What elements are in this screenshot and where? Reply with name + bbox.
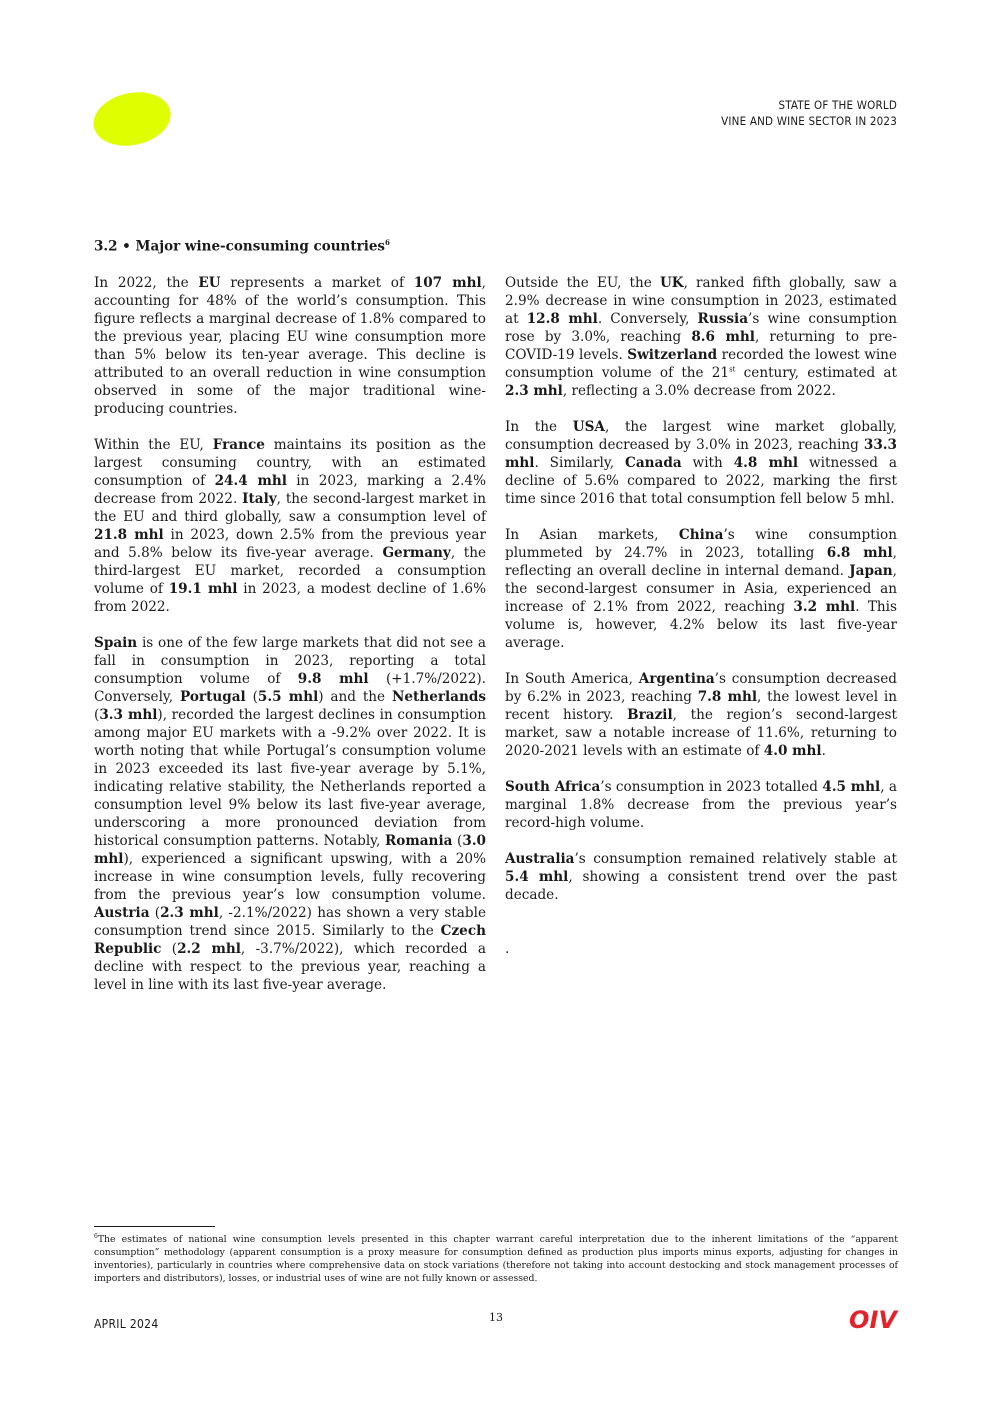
bold-term: 5.4 mhl bbox=[505, 869, 569, 885]
bold-term: Switzerland bbox=[627, 347, 718, 363]
bold-term: 24.4 mhl bbox=[214, 473, 287, 489]
bold-term: China bbox=[678, 527, 724, 543]
paragraph: In 2022, the EU represents a market of 107 mhl, accounting for 48% of the world’s consumption. This figure reflects a marginal decrease of 1.8% compared to the previous year, placing EU wine consumption more than 5% below its ten-year average. This decline is attributed to an overall reduction in wine consumption observed in some of the major traditional wine-producing countries. bbox=[94, 275, 486, 417]
bold-term: EU bbox=[198, 275, 221, 291]
left-column bbox=[94, 274, 486, 1012]
bold-term: 2.2 mhl bbox=[177, 941, 241, 957]
bold-term: Romania bbox=[385, 833, 453, 849]
bold-term: Argentina bbox=[638, 671, 715, 687]
footnote bbox=[94, 1233, 898, 1285]
oiv-logo bbox=[846, 1305, 900, 1333]
bold-term: Austria bbox=[94, 905, 150, 921]
bold-term: 3.2 mhl bbox=[793, 599, 856, 615]
bold-term: 2.3 mhl bbox=[160, 905, 219, 921]
section-title bbox=[94, 238, 390, 255]
decorative-blob-shape bbox=[88, 85, 175, 152]
bold-term: Spain bbox=[94, 635, 138, 651]
paragraph: South Africa’s consumption in 2023 totalled 4.5 mhl, a marginal 1.8% decrease from the previous year’s record-high volume. bbox=[505, 779, 898, 831]
bold-term: France bbox=[212, 437, 265, 453]
footnote-divider bbox=[94, 1226, 215, 1227]
header-line-2: VINE AND WINE SECTOR IN 2023 bbox=[721, 114, 897, 128]
bold-term: 2.3 mhl bbox=[505, 383, 563, 399]
paragraph: . bbox=[505, 941, 510, 957]
document-header bbox=[721, 97, 897, 129]
bold-term: 8.6 mhl bbox=[691, 329, 755, 345]
bold-term: UK bbox=[659, 275, 684, 291]
paragraph: Australia’s consumption remained relatively stable at 5.4 mhl, showing a consistent trend over the past decade. bbox=[505, 851, 897, 903]
footnote-text: The estimates of national wine consumption levels presented in this chapter warrant careful interpretation due to the inherent limitations of the “apparent consumption” methodology (apparent consumption is a proxy measure for consumption defined as production plus imports minus exports, adjusting for changes in inventories), particularly in countries where comprehensive data on stock variations (therefore not taking into account destocking and stock management processes of importers and distributors), losses, or industrial uses of wine are not fully known or assessed. bbox=[94, 1234, 898, 1284]
bold-term: 9.8 mhl bbox=[297, 671, 369, 687]
bold-term: Brazil bbox=[627, 707, 673, 723]
bold-term: 21.8 mhl bbox=[94, 527, 164, 543]
header-line-1: STATE OF THE WORLD bbox=[778, 98, 897, 112]
oiv-logo-text: OIV bbox=[849, 1306, 897, 1333]
footnote-reference: 6 bbox=[385, 238, 390, 247]
bold-term: Russia bbox=[697, 311, 749, 327]
superscript: st bbox=[729, 365, 736, 374]
paragraph: In South America, Argentina’s consumption decreased by 6.2% in 2023, reaching 7.8 mhl, the lowest level in recent history. Brazil, the region’s second-largest market, saw a notable increase of 11.6%, returning to 2020-2021 levels with an estimate of 4.0 mhl. bbox=[505, 671, 897, 759]
right-column bbox=[505, 274, 897, 976]
bold-term: 107 mhl bbox=[413, 275, 482, 291]
bold-term: USA bbox=[572, 419, 605, 435]
bold-term: 6.8 mhl bbox=[826, 545, 893, 561]
bold-term: Japan bbox=[849, 563, 893, 579]
paragraph: In Asian markets, China’s wine consumption plummeted by 24.7% in 2023, totalling 6.8 mhl, reflecting an overall decline in internal demand. Japan, the second-largest consumer in Asia, experienced an increase of 2.1% from 2022, reaching 3.2 mhl. This volume is, however, 4.2% below its last five-year average. bbox=[505, 527, 897, 651]
bold-term: 3.3 mhl bbox=[99, 707, 158, 723]
bold-term: 4.5 mhl bbox=[822, 779, 881, 795]
footnote-number: 6 bbox=[94, 1232, 98, 1240]
bold-term: 33.3 mhl bbox=[505, 437, 897, 471]
bold-term: 7.8 mhl bbox=[697, 689, 758, 705]
bold-term: Czech Republic bbox=[94, 923, 486, 957]
bold-term: 19.1 mhl bbox=[168, 581, 238, 597]
bold-term: Netherlands bbox=[391, 689, 487, 705]
bold-term: 4.8 mhl bbox=[733, 455, 799, 471]
bold-term: South Africa bbox=[505, 779, 601, 795]
bold-term: Canada bbox=[625, 455, 682, 471]
bold-term: Italy bbox=[242, 491, 277, 507]
bold-term: 4.0 mhl bbox=[763, 743, 822, 759]
paragraph: In the USA, the largest wine market globally, consumption decreased by 3.0% in 2023, reaching 33.3 mhl. Similarly, Canada with 4.8 mhl witnessed a decline of 5.6% compared to 2022, marking the first time since 2016 that total consumption fell below 5 mhl. bbox=[505, 419, 897, 507]
footer-date: APRIL 2024 bbox=[94, 1317, 159, 1331]
paragraph: Within the EU, France maintains its position as the largest consuming country, with an estimated consumption of 24.4 mhl in 2023, marking a 2.4% decrease from 2022. Italy, the second-largest market in the EU and third globally, saw a consumption level of 21.8 mhl in 2023, down 2.5% from the previous year and 5.8% below its five-year average. Germany, the third-largest EU market, recorded a consumption volume of 19.1 mhl in 2023, a modest decline of 1.6% from 2022. bbox=[94, 437, 486, 615]
bold-term: 12.8 mhl bbox=[526, 311, 598, 327]
bold-term: Germany bbox=[382, 545, 451, 561]
bold-term: 3.0 mhl bbox=[94, 833, 487, 867]
paragraph: Spain is one of the few large markets that did not see a fall in consumption in 2023, reporting a total consumption volume of 9.8 mhl (+1.7%/2022). Conversely, Portugal (5.5 mhl) and the Netherlands (3.3 mhl), recorded the largest declines in consumption among major EU markets with a -9.2% over 2022. It is worth noting that while Portugal’s consumption volume in 2023 exceeded its last five-year average by 5.1%, indicating relative stability, the Netherlands reported a consumption level 9% below its last five-year average, underscoring a more pronounced deviation from historical consumption patterns. Notably, Romania (3.0 mhl), experienced a significant upswing, with a 20% increase in wine consumption levels, fully recovering from the previous year’s low consumption volume. Austria (2.3 mhl, -2.1%/2022) has shown a very stable consumption trend since 2015. Similarly to the Czech Republic (2.2 mhl, -3.7%/2022), which recorded a decline with respect to the previous year, reaching a level in line with its last five-year average. bbox=[94, 635, 487, 993]
bold-term: Australia bbox=[505, 851, 575, 867]
paragraph: Outside the EU, the UK, ranked fifth globally, saw a 2.9% decrease in wine consumption in 2023, estimated at 12.8 mhl. Conversely, Russia’s wine consumption rose by 3.0%, reaching 8.6 mhl, returning to pre-COVID-19 levels. Switzerland recorded the lowest wine consumption volume of the 21st century, estimated at 2.3 mhl, reflecting a 3.0% decrease from 2022. bbox=[505, 275, 897, 399]
bold-term: 5.5 mhl bbox=[257, 689, 319, 705]
section-title-text: 3.2 • Major wine-consuming countries bbox=[94, 238, 386, 255]
page-number: 13 bbox=[489, 1311, 503, 1324]
bold-term: Portugal bbox=[179, 689, 246, 705]
